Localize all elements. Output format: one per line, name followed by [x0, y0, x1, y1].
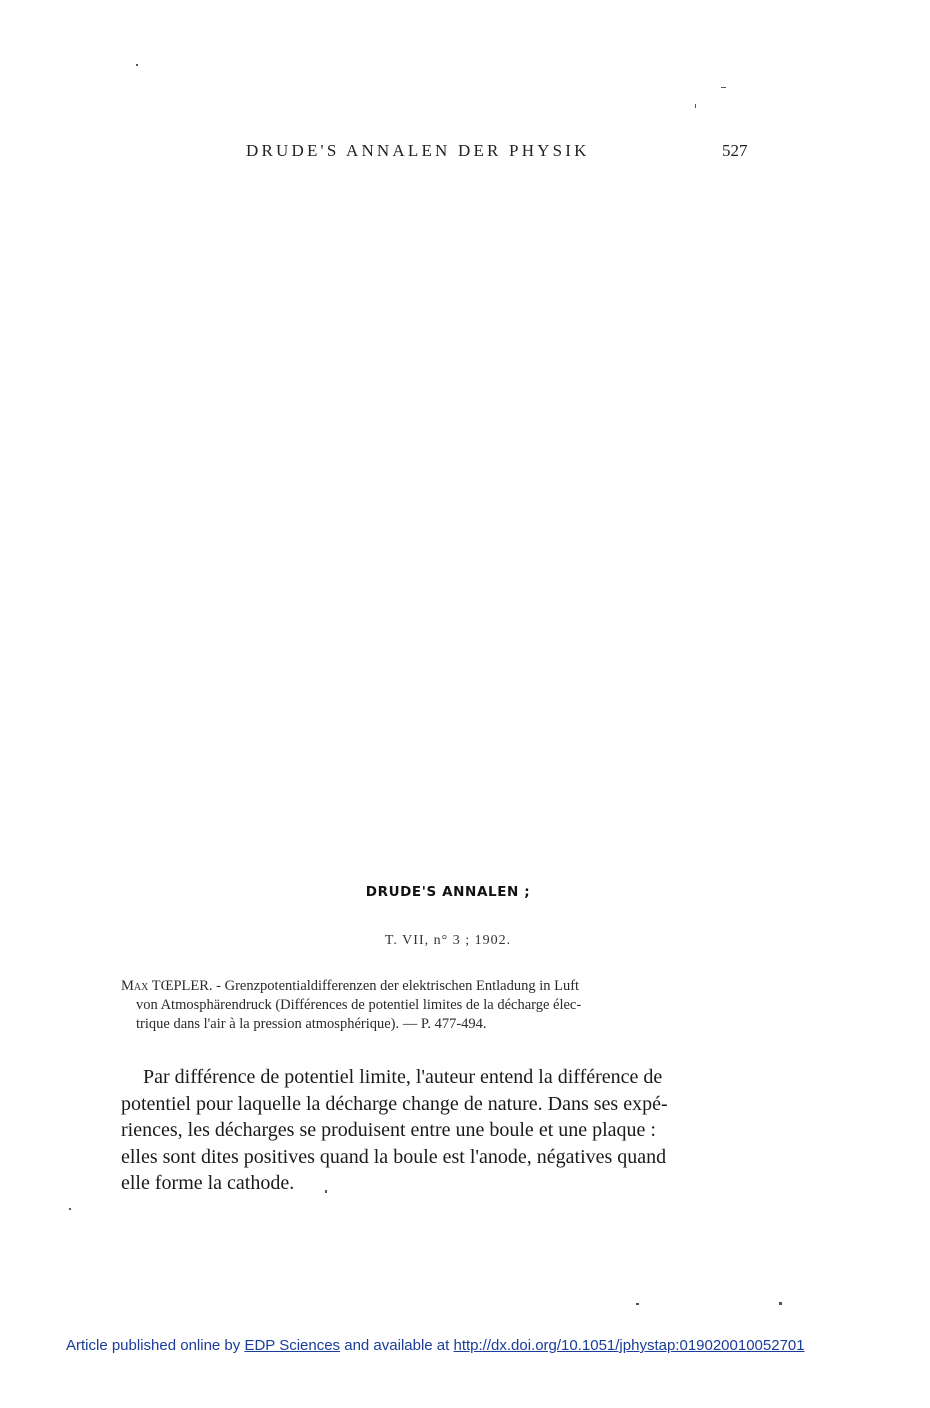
footer-prefix: Article published online by [66, 1337, 245, 1354]
running-title: DRUDE'S ANNALEN DER PHYSIK [246, 141, 590, 160]
author-last-name: TŒPLER. [151, 978, 213, 994]
abstract-line: potentiel pour laquelle la décharge change de nature. Dans ses expé- [121, 1092, 668, 1115]
abstract-line: elles sont dites positives quand la boule est l'anode, négatives quand [121, 1145, 667, 1168]
page-number: 527 [722, 141, 748, 160]
abstract-line: riences, les décharges se produisent entre une boule et une plaque : [121, 1119, 656, 1141]
abstract-line: elle forme la cathode. [121, 1172, 295, 1194]
publisher-link[interactable]: EDP Sciences [244, 1337, 341, 1354]
doi-link[interactable]: http://dx.doi.org/10.1051/jphystap:019020010052701 [453, 1337, 805, 1354]
section-heading: DRUDE'S ANNALEN ; [365, 884, 531, 900]
abstract-line: Par différence de potentiel limite, l'auteur entend la différence de [143, 1066, 663, 1088]
author-first-name: Max [121, 978, 149, 994]
scan-speck [721, 87, 726, 88]
abstract-paragraph [121, 1064, 776, 1197]
scan-speck [69, 1208, 71, 1210]
scan-speck [695, 104, 696, 108]
scan-speck [136, 64, 138, 66]
scan-speck [779, 1302, 782, 1305]
reference-line-3: trique dans l'air à la pression atmosphérique). — P. 477-494. [136, 1016, 487, 1032]
article-reference [121, 977, 771, 1034]
volume-line: T. VII, n° 3 ; 1902. [384, 933, 512, 948]
footer-middle: and available at [340, 1337, 454, 1354]
publication-footer [66, 1337, 805, 1354]
reference-line-2: von Atmosphärendruck (Différences de potentiel limites de la décharge élec- [136, 997, 582, 1013]
reference-title-start: - Grenzpotentialdifferenzen der elektrischen Entladung in Luft [212, 978, 580, 994]
scan-speck [636, 1303, 639, 1305]
reference-line-1 [121, 977, 771, 996]
